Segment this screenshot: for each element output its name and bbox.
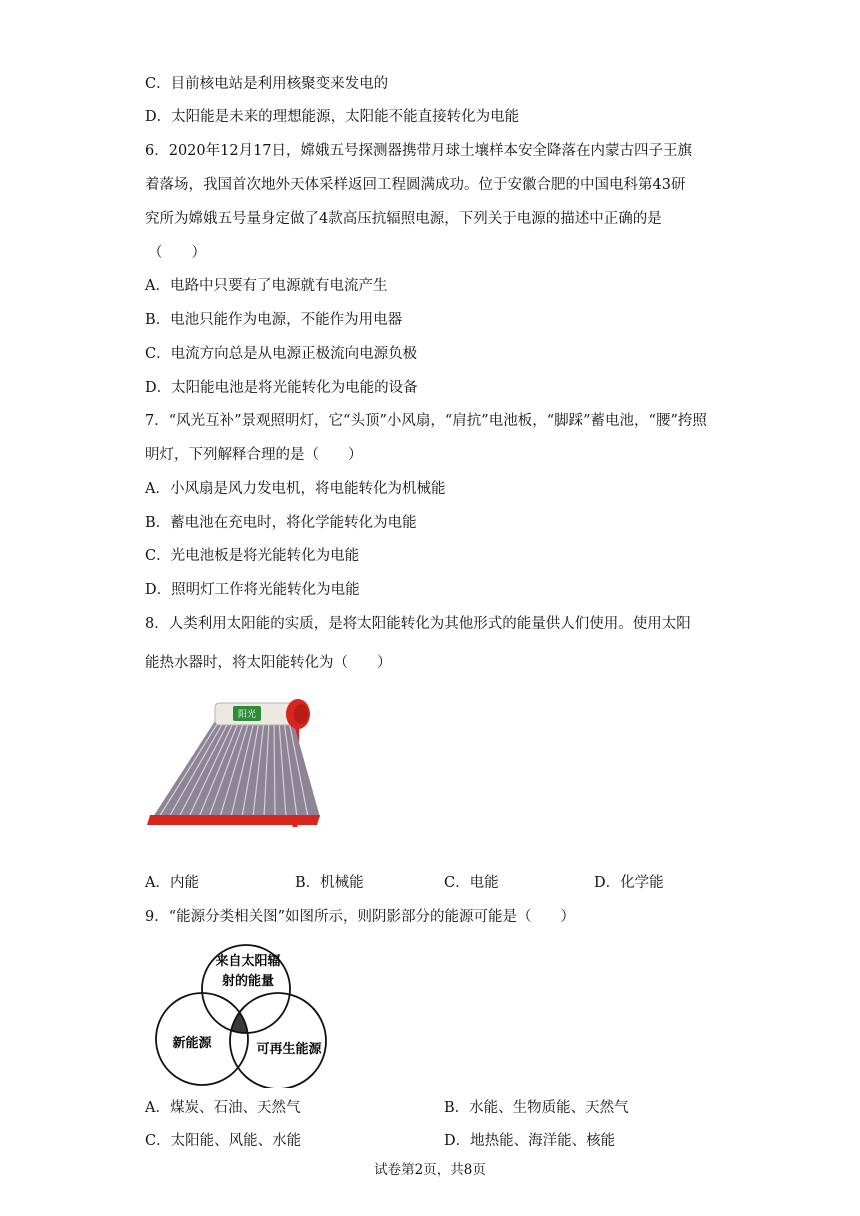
q7-stem-line1: 7．“风光互补”景观照明灯，它“头顶”小风扇，“肩抗”电池板，“脚踩”蓄电池，“腰”挎照 (145, 413, 707, 429)
q9-option-c: C．太阳能、风能、水能 (145, 1133, 302, 1149)
q7-option-b: B．蓄电池在充电时，将化学能转化为电能 (145, 515, 417, 531)
q9-option-b: B．水能、生物质能、天然气 (444, 1100, 629, 1116)
venn-label-new-energy: 新能源 (172, 1036, 212, 1051)
q8-option-a: A．内能 (145, 875, 199, 891)
q8-option-b: B．机械能 (295, 875, 364, 891)
q9-stem: 9．“能源分类相关图”如图所示，则阴影部分的能源可能是（ ） (145, 909, 576, 925)
q6-answer-paren: （ ） (148, 245, 206, 261)
q8-stem-line2: 能热水器时，将太阳能转化为（ ） (145, 655, 392, 671)
q6-stem-line1: 6．2020年12月17日，嫦娥五号探测器携带月球土壤样本安全降落在内蒙古四子王旗 (145, 143, 693, 159)
q8-stem-line1: 8．人类利用太阳能的实质，是将太阳能转化为其他形式的能量供人们使用。使用太阳 (145, 616, 691, 632)
q9-option-a: A．煤炭、石油、天然气 (145, 1100, 301, 1116)
venn-label-renewable: 可再生能源 (256, 1042, 322, 1057)
q6-option-d: D．太阳能电池是将光能转化为电能的设备 (145, 380, 418, 396)
venn-label-solar-2: 射的能量 (221, 974, 275, 989)
q7-stem-line2: 明灯，下列解释合理的是（ ） (145, 447, 363, 463)
energy-venn-diagram (150, 943, 335, 1088)
q6-option-a: A．电路中只要有了电源就有电流产生 (145, 278, 388, 294)
venn-circle-renewable (230, 993, 326, 1088)
q5-option-d: D．太阳能是未来的理想能源，太阳能不能直接转化为电能 (145, 109, 520, 125)
q7-option-c: C．光电池板是将光能转化为电能 (145, 548, 360, 564)
q6-stem-line2: 着落场，我国首次地外天体采样返回工程圆满成功。位于安徽合肥的中国电科第43研 (145, 177, 686, 193)
q6-option-c: C．电流方向总是从电源正极流向电源负极 (145, 346, 418, 362)
q8-option-c: C．电能 (444, 875, 499, 891)
q6-stem-line3: 究所为嫦娥五号量身定做了4款高压抗辐照电源，下列关于电源的描述中正确的是 (145, 211, 662, 227)
q7-option-d: D．照明灯工作将光能转化为电能 (145, 582, 360, 598)
q6-option-b: B．电池只能作为电源，不能作为用电器 (145, 312, 403, 328)
q5-option-c: C．目前核电站是利用核聚变来发电的 (145, 76, 389, 92)
heater-brand-label: 阳光 (237, 710, 257, 720)
venn-label-solar-1: 来自太阳辐 (215, 954, 281, 969)
q8-option-d: D．化学能 (594, 875, 664, 891)
q9-option-d: D．地热能、海洋能、核能 (444, 1133, 616, 1149)
solar-water-heater-image (145, 695, 320, 835)
page-footer: 试卷第2页，共8页 (374, 1162, 486, 1178)
q7-option-a: A．小风扇是风力发电机，将电能转化为机械能 (145, 481, 446, 497)
